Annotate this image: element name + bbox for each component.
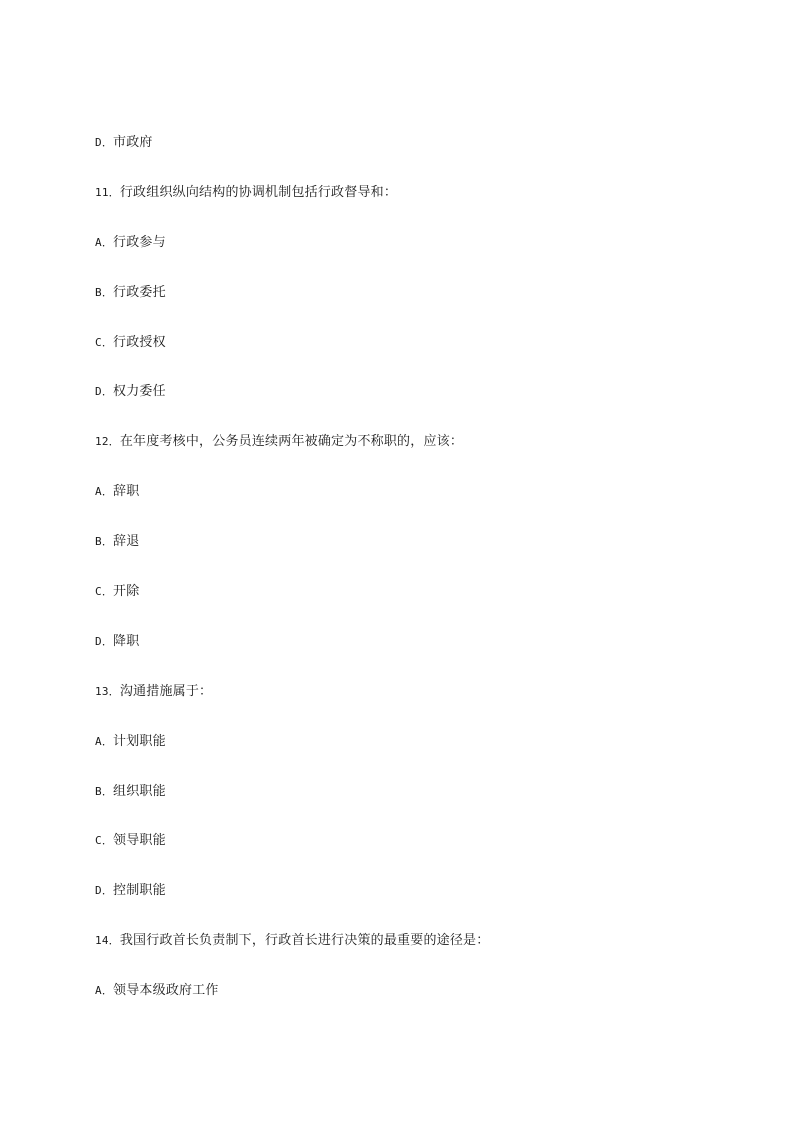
question-number: 14． — [95, 934, 120, 948]
question-line — [95, 183, 715, 233]
option-letter: A． — [95, 734, 114, 748]
option-letter: C． — [95, 335, 114, 349]
question-text: 我国行政首长负责制下，行政首长进行决策的最重要的途径是： — [119, 933, 490, 949]
option-line — [95, 732, 715, 782]
option-letter: C． — [95, 585, 114, 599]
option-letter: C． — [95, 834, 114, 848]
option-letter: A． — [95, 235, 114, 249]
option-line — [95, 632, 715, 682]
question-number: 11． — [95, 185, 120, 199]
option-line — [95, 532, 715, 582]
option-letter: A． — [95, 485, 114, 499]
option-text: 开除 — [113, 584, 140, 600]
option-text: 市政府 — [113, 135, 153, 150]
option-letter: B． — [95, 535, 114, 549]
option-letter: D． — [95, 634, 114, 648]
option-text: 行政授权 — [113, 334, 166, 350]
option-line — [95, 981, 715, 1031]
question-number: 12． — [95, 435, 120, 449]
option-text: 组织职能 — [113, 783, 166, 799]
option-letter: B． — [95, 285, 114, 299]
option-text: 控制职能 — [113, 883, 166, 899]
option-letter: D． — [95, 884, 114, 898]
option-line — [95, 333, 715, 383]
question-line — [95, 432, 715, 482]
option-letter: D． — [95, 136, 114, 149]
option-line — [95, 782, 715, 832]
question-line — [95, 682, 715, 732]
option-text: 辞职 — [113, 484, 140, 500]
option-text: 领导本级政府工作 — [113, 983, 219, 999]
question-text: 在年度考核中，公务员连续两年被确定为不称职的，应该： — [119, 434, 464, 450]
option-text: 权力委任 — [113, 384, 166, 400]
question-text: 沟通措施属于： — [119, 683, 213, 699]
option-text: 降职 — [113, 633, 140, 649]
option-letter: B． — [95, 784, 114, 798]
question-text: 行政组织纵向结构的协调机制包括行政督导和： — [119, 184, 398, 200]
option-line — [95, 233, 715, 283]
option-text: 计划职能 — [113, 733, 166, 749]
option-line — [95, 133, 715, 183]
option-text: 行政委托 — [113, 284, 166, 300]
option-letter: D． — [95, 385, 114, 399]
option-text: 辞退 — [113, 534, 140, 550]
option-text: 领导职能 — [113, 833, 166, 849]
document-page — [95, 133, 715, 1031]
option-line — [95, 831, 715, 881]
question-line — [95, 931, 715, 981]
option-line — [95, 881, 715, 931]
question-number: 13． — [95, 684, 120, 698]
option-line — [95, 283, 715, 333]
option-letter: A． — [95, 984, 114, 998]
option-line — [95, 382, 715, 432]
option-line — [95, 482, 715, 532]
option-text: 行政参与 — [113, 234, 166, 250]
option-line — [95, 582, 715, 632]
